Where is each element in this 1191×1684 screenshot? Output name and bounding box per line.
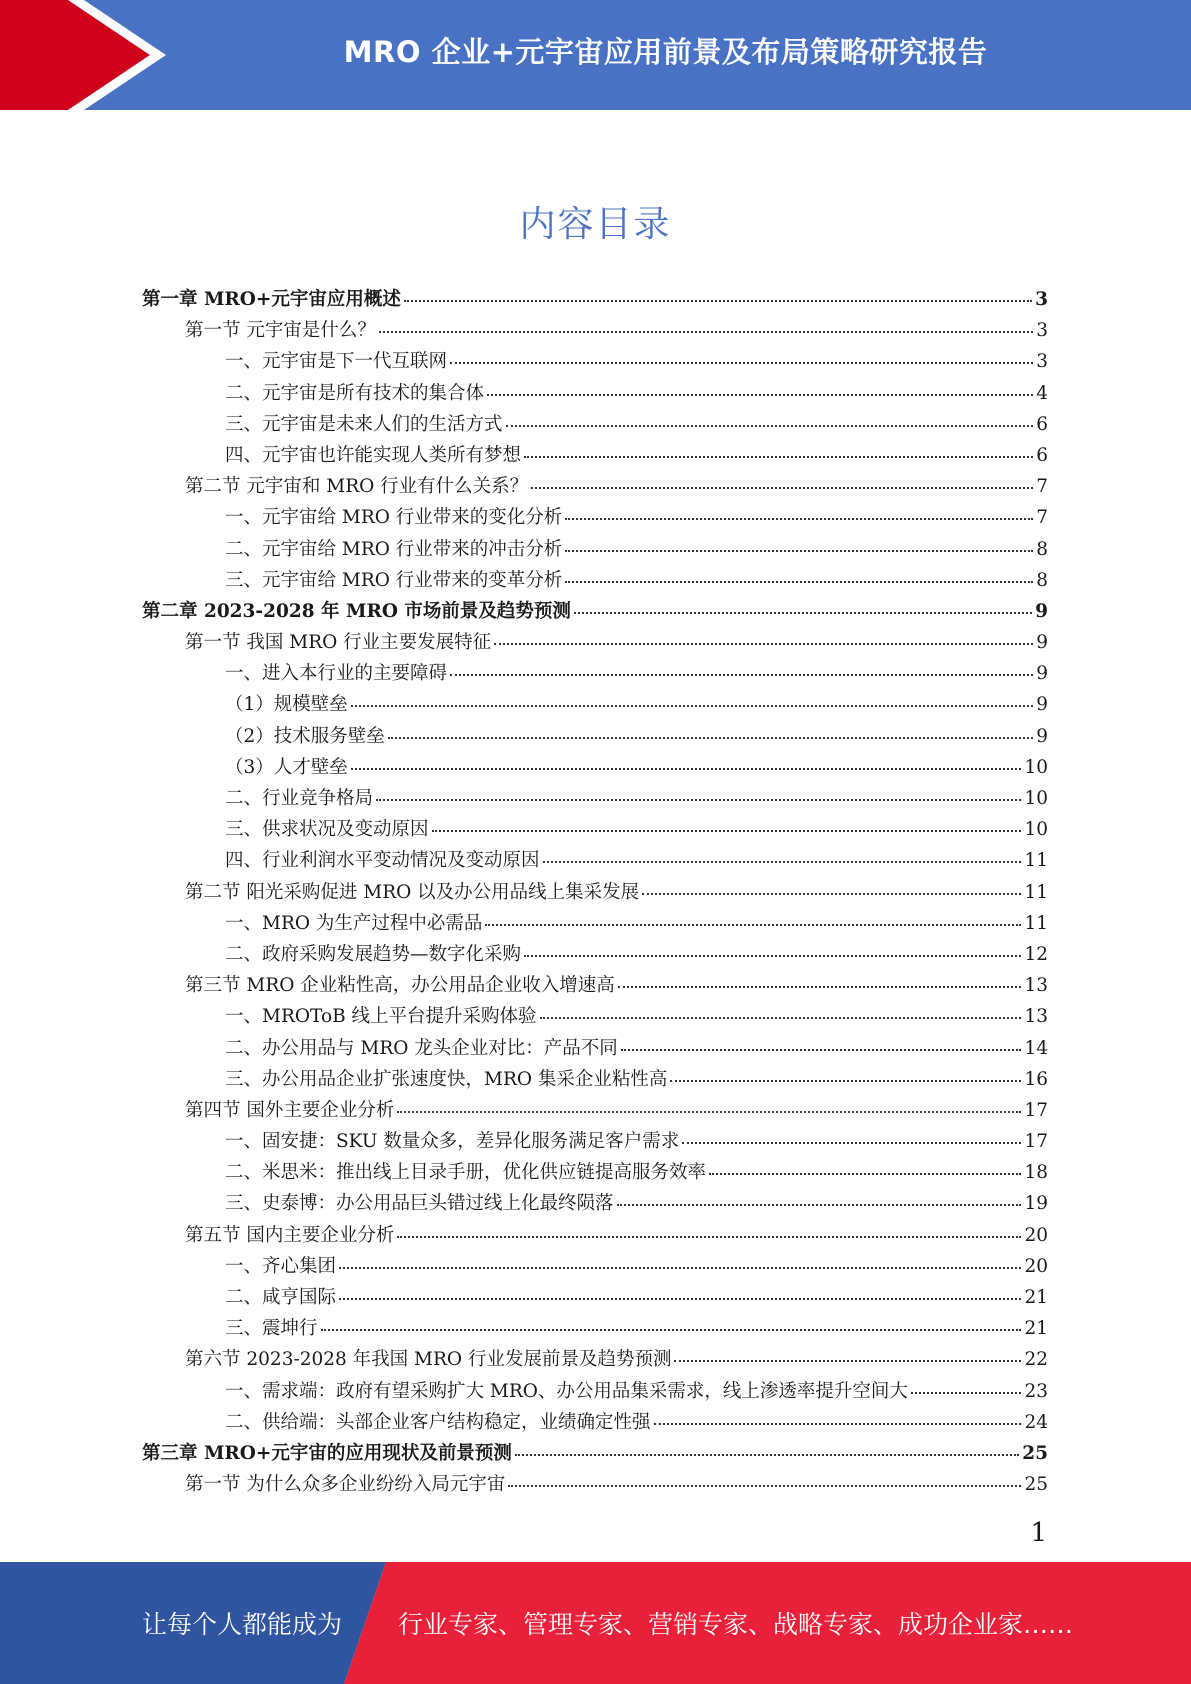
toc-leader-dots bbox=[397, 1111, 1021, 1113]
toc-title: 内容目录 bbox=[519, 204, 672, 245]
toc-entry[interactable] bbox=[142, 1188, 1048, 1219]
toc-entry-page: 9 bbox=[1036, 694, 1048, 716]
toc-entry-title: 第三节 MRO 企业粘性高，办公用品企业收入增速高 bbox=[185, 975, 615, 997]
toc-entry-title: 一、需求端：政府有望采购扩大 MRO、办公用品集采需求，线上渗透率提升空间大 bbox=[225, 1380, 908, 1402]
toc-entry-page: 10 bbox=[1024, 756, 1048, 778]
toc-entry-title: 第一节 为什么众多企业纷纷入局元宇宙 bbox=[185, 1474, 506, 1496]
toc-leader-dots bbox=[531, 487, 1033, 489]
toc-leader-dots bbox=[674, 1360, 1021, 1362]
toc-leader-dots bbox=[642, 893, 1021, 895]
toc-leader-dots bbox=[565, 550, 1033, 552]
toc-entry-page: 14 bbox=[1024, 1037, 1048, 1059]
toc-entry-page: 17 bbox=[1024, 1099, 1048, 1121]
toc-entry[interactable] bbox=[142, 721, 1048, 752]
toc-entry[interactable] bbox=[142, 346, 1048, 377]
toc-leader-dots bbox=[618, 986, 1022, 988]
toc-leader-dots bbox=[494, 643, 1033, 645]
toc-entry-page: 19 bbox=[1024, 1193, 1048, 1215]
toc-entry[interactable] bbox=[142, 1033, 1048, 1064]
toc-entry[interactable] bbox=[142, 1438, 1048, 1469]
toc-entry-title: （1）规模壁垒 bbox=[225, 694, 348, 716]
toc-entry-title: 三、元宇宙是未来人们的生活方式 bbox=[225, 413, 503, 435]
toc-leader-dots bbox=[540, 1017, 1022, 1019]
toc-entry[interactable] bbox=[142, 689, 1048, 720]
toc-entry-title: 四、行业利润水平变动情况及变动原因 bbox=[225, 850, 540, 872]
toc-entry-title: 第三章 MRO+元宇宙的应用现状及前景预测 bbox=[142, 1442, 512, 1464]
toc-leader-dots bbox=[670, 1080, 1021, 1082]
toc-entry-title: 第一章 MRO+元宇宙应用概述 bbox=[142, 289, 401, 310]
toc-leader-dots bbox=[485, 924, 1021, 926]
toc-entry-page: 13 bbox=[1024, 1006, 1048, 1028]
toc-entry-title: 一、进入本行业的主要障碍 bbox=[225, 663, 448, 685]
page-header bbox=[0, 0, 1191, 110]
toc-entry[interactable] bbox=[142, 1095, 1048, 1126]
toc-entry-page: 11 bbox=[1024, 912, 1048, 934]
toc-leader-dots bbox=[565, 581, 1033, 583]
toc-entry-title: 第一节 我国 MRO 行业主要发展特征 bbox=[185, 632, 492, 654]
toc-entry[interactable] bbox=[142, 1376, 1048, 1407]
toc-entry[interactable] bbox=[142, 565, 1048, 596]
toc-entry-page: 20 bbox=[1024, 1255, 1048, 1277]
toc-entry-title: 二、米思米：推出线上目录手册，优化供应链提高服务效率 bbox=[225, 1162, 707, 1184]
toc-entry-page: 25 bbox=[1022, 1442, 1048, 1464]
table-of-contents bbox=[142, 284, 1048, 1500]
toc-entry[interactable] bbox=[142, 1469, 1048, 1500]
toc-entry-page: 23 bbox=[1024, 1380, 1048, 1402]
toc-entry-title: 三、办公用品企业扩张速度快，MRO 集采企业粘性高 bbox=[225, 1068, 668, 1090]
toc-leader-dots bbox=[574, 612, 1032, 614]
toc-entry[interactable] bbox=[142, 1001, 1048, 1032]
toc-entry-title: 二、政府采购发展趋势—数字化采购 bbox=[225, 943, 522, 965]
toc-leader-dots bbox=[432, 830, 1022, 832]
toc-entry-page: 11 bbox=[1024, 881, 1048, 903]
toc-leader-dots bbox=[565, 518, 1033, 520]
toc-entry-title: 第六节 2023-2028 年我国 MRO 行业发展前景及趋势预测 bbox=[185, 1349, 672, 1371]
toc-entry-page: 25 bbox=[1024, 1474, 1048, 1496]
toc-entry-page: 24 bbox=[1024, 1411, 1048, 1433]
toc-leader-dots bbox=[351, 705, 1033, 707]
toc-entry[interactable] bbox=[142, 783, 1048, 814]
toc-entry[interactable] bbox=[142, 1344, 1048, 1375]
toc-entry[interactable] bbox=[142, 409, 1048, 440]
toc-leader-dots bbox=[543, 861, 1022, 863]
toc-entry-title: 四、元宇宙也许能实现人类所有梦想 bbox=[225, 444, 522, 466]
toc-leader-dots bbox=[379, 331, 1033, 333]
toc-entry-page: 7 bbox=[1036, 476, 1048, 498]
toc-leader-dots bbox=[682, 1142, 1021, 1144]
toc-entry[interactable] bbox=[142, 284, 1048, 315]
toc-leader-dots bbox=[617, 1204, 1022, 1206]
toc-leader-dots bbox=[321, 1329, 1022, 1331]
toc-entry-title: （3）人才壁垒 bbox=[225, 756, 348, 778]
toc-entry-page: 10 bbox=[1024, 819, 1048, 841]
toc-leader-dots bbox=[388, 737, 1033, 739]
toc-entry[interactable] bbox=[142, 440, 1048, 471]
toc-entry-page: 13 bbox=[1024, 975, 1048, 997]
toc-leader-dots bbox=[515, 1454, 1019, 1456]
toc-entry[interactable] bbox=[142, 939, 1048, 970]
toc-leader-dots bbox=[404, 300, 1032, 302]
toc-entry-title: 第一节 元宇宙是什么？ bbox=[185, 320, 376, 342]
toc-entry-page: 7 bbox=[1036, 507, 1048, 529]
toc-leader-dots bbox=[654, 1423, 1022, 1425]
page-number: 1 bbox=[1030, 1518, 1047, 1548]
toc-entry-title: 一、MROToB 线上平台提升采购体验 bbox=[225, 1006, 537, 1028]
toc-entry-page: 8 bbox=[1036, 569, 1048, 591]
toc-entry[interactable] bbox=[142, 627, 1048, 658]
toc-leader-dots bbox=[450, 674, 1033, 676]
toc-leader-dots bbox=[508, 1485, 1021, 1487]
toc-entry-title: 一、元宇宙给 MRO 行业带来的变化分析 bbox=[225, 507, 563, 529]
toc-entry[interactable] bbox=[142, 845, 1048, 876]
toc-entry[interactable] bbox=[142, 970, 1048, 1001]
toc-entry[interactable] bbox=[142, 1064, 1048, 1095]
toc-entry-title: 一、固安捷：SKU 数量众多，差异化服务满足客户需求 bbox=[225, 1131, 680, 1153]
toc-entry-title: 二、元宇宙是所有技术的集合体 bbox=[225, 382, 485, 404]
toc-entry[interactable] bbox=[142, 1157, 1048, 1188]
toc-entry[interactable] bbox=[142, 315, 1048, 346]
toc-entry-title: 第二节 元宇宙和 MRO 行业有什么关系？ bbox=[185, 476, 529, 498]
toc-entry-page: 6 bbox=[1036, 413, 1048, 435]
toc-entry-page: 3 bbox=[1035, 289, 1048, 310]
toc-entry-page: 18 bbox=[1024, 1162, 1048, 1184]
toc-entry[interactable] bbox=[142, 502, 1048, 533]
toc-entry-title: 二、办公用品与 MRO 龙头企业对比：产品不同 bbox=[225, 1037, 618, 1059]
toc-entry-page: 9 bbox=[1036, 632, 1048, 654]
toc-entry-title: 二、供给端：头部企业客户结构稳定，业绩确定性强 bbox=[225, 1411, 651, 1433]
toc-entry-title: 三、供求状况及变动原因 bbox=[225, 819, 429, 841]
toc-entry-page: 6 bbox=[1036, 444, 1048, 466]
toc-entry[interactable] bbox=[142, 908, 1048, 939]
toc-leader-dots bbox=[524, 955, 1021, 957]
toc-leader-dots bbox=[397, 1236, 1021, 1238]
toc-leader-dots bbox=[450, 362, 1033, 364]
toc-entry[interactable] bbox=[142, 1220, 1048, 1251]
toc-entry-title: 二、咸亨国际 bbox=[225, 1287, 337, 1308]
toc-entry-page: 21 bbox=[1024, 1318, 1048, 1340]
toc-entry-title: 第二章 2023-2028 年 MRO 市场前景及趋势预测 bbox=[142, 600, 571, 622]
toc-leader-dots bbox=[339, 1267, 1021, 1269]
toc-leader-dots bbox=[487, 394, 1033, 396]
report-title: MRO 企业+元宇宙应用前景及布局策略研究报告 bbox=[343, 34, 988, 69]
toc-entry-title: 第四节 国外主要企业分析 bbox=[185, 1099, 395, 1121]
toc-entry-title: 一、元宇宙是下一代互联网 bbox=[225, 351, 448, 373]
toc-leader-dots bbox=[351, 768, 1022, 770]
toc-entry[interactable] bbox=[142, 378, 1048, 409]
toc-entry-page: 9 bbox=[1035, 600, 1048, 622]
toc-entry-page: 9 bbox=[1036, 663, 1048, 685]
toc-entry-title: 三、史泰博：办公用品巨头错过线上化最终陨落 bbox=[225, 1193, 614, 1215]
toc-leader-dots bbox=[524, 456, 1033, 458]
toc-entry[interactable] bbox=[142, 877, 1048, 908]
toc-entry-title: 三、元宇宙给 MRO 行业带来的变革分析 bbox=[225, 569, 563, 591]
toc-entry-title: 一、MRO 为生产过程中必需品 bbox=[225, 912, 483, 934]
toc-entry-page: 17 bbox=[1024, 1131, 1048, 1153]
toc-entry-page: 3 bbox=[1036, 320, 1048, 342]
footer-slogan-right: 行业专家、管理专家、营销专家、战略专家、成功企业家…… bbox=[398, 1610, 1074, 1639]
toc-entry-page: 20 bbox=[1024, 1224, 1048, 1246]
toc-entry[interactable] bbox=[142, 596, 1048, 627]
toc-entry-page: 3 bbox=[1036, 351, 1048, 373]
toc-leader-dots bbox=[506, 425, 1034, 427]
toc-entry[interactable] bbox=[142, 1407, 1048, 1438]
page-footer bbox=[0, 1562, 1191, 1684]
toc-entry-page: 21 bbox=[1024, 1287, 1048, 1308]
toc-leader-dots bbox=[911, 1392, 1022, 1394]
toc-entry-title: 第五节 国内主要企业分析 bbox=[185, 1224, 395, 1246]
toc-entry-title: 二、行业竞争格局 bbox=[225, 788, 374, 809]
toc-entry-title: （2）技术服务壁垒 bbox=[225, 725, 385, 747]
toc-leader-dots bbox=[709, 1173, 1021, 1175]
toc-entry[interactable] bbox=[142, 471, 1048, 502]
toc-entry-page: 11 bbox=[1024, 850, 1048, 872]
toc-entry[interactable] bbox=[142, 1126, 1048, 1157]
toc-leader-dots bbox=[339, 1298, 1021, 1300]
toc-entry[interactable] bbox=[142, 1251, 1048, 1282]
toc-entry-title: 第二节 阳光采购促进 MRO 以及办公用品线上集采发展 bbox=[185, 881, 640, 903]
toc-entry[interactable] bbox=[142, 814, 1048, 845]
toc-leader-dots bbox=[621, 1049, 1022, 1051]
toc-entry[interactable] bbox=[142, 752, 1048, 783]
toc-leader-dots bbox=[376, 799, 1021, 801]
toc-entry[interactable] bbox=[142, 658, 1048, 689]
toc-entry[interactable] bbox=[142, 1313, 1048, 1344]
toc-entry-page: 16 bbox=[1024, 1068, 1048, 1090]
toc-entry-page: 8 bbox=[1036, 538, 1048, 560]
toc-entry-page: 12 bbox=[1024, 943, 1048, 965]
toc-entry-title: 一、齐心集团 bbox=[225, 1255, 337, 1277]
toc-entry[interactable] bbox=[142, 534, 1048, 565]
footer-slogan-left: 让每个人都能成为 bbox=[142, 1610, 343, 1639]
toc-entry-page: 4 bbox=[1036, 382, 1048, 404]
toc-entry-title: 二、元宇宙给 MRO 行业带来的冲击分析 bbox=[225, 538, 563, 560]
toc-entry-page: 10 bbox=[1024, 788, 1048, 809]
toc-entry-page: 9 bbox=[1036, 725, 1048, 747]
toc-entry-title: 三、震坤行 bbox=[225, 1318, 318, 1340]
toc-entry[interactable] bbox=[142, 1282, 1048, 1313]
toc-entry-page: 22 bbox=[1024, 1349, 1048, 1371]
